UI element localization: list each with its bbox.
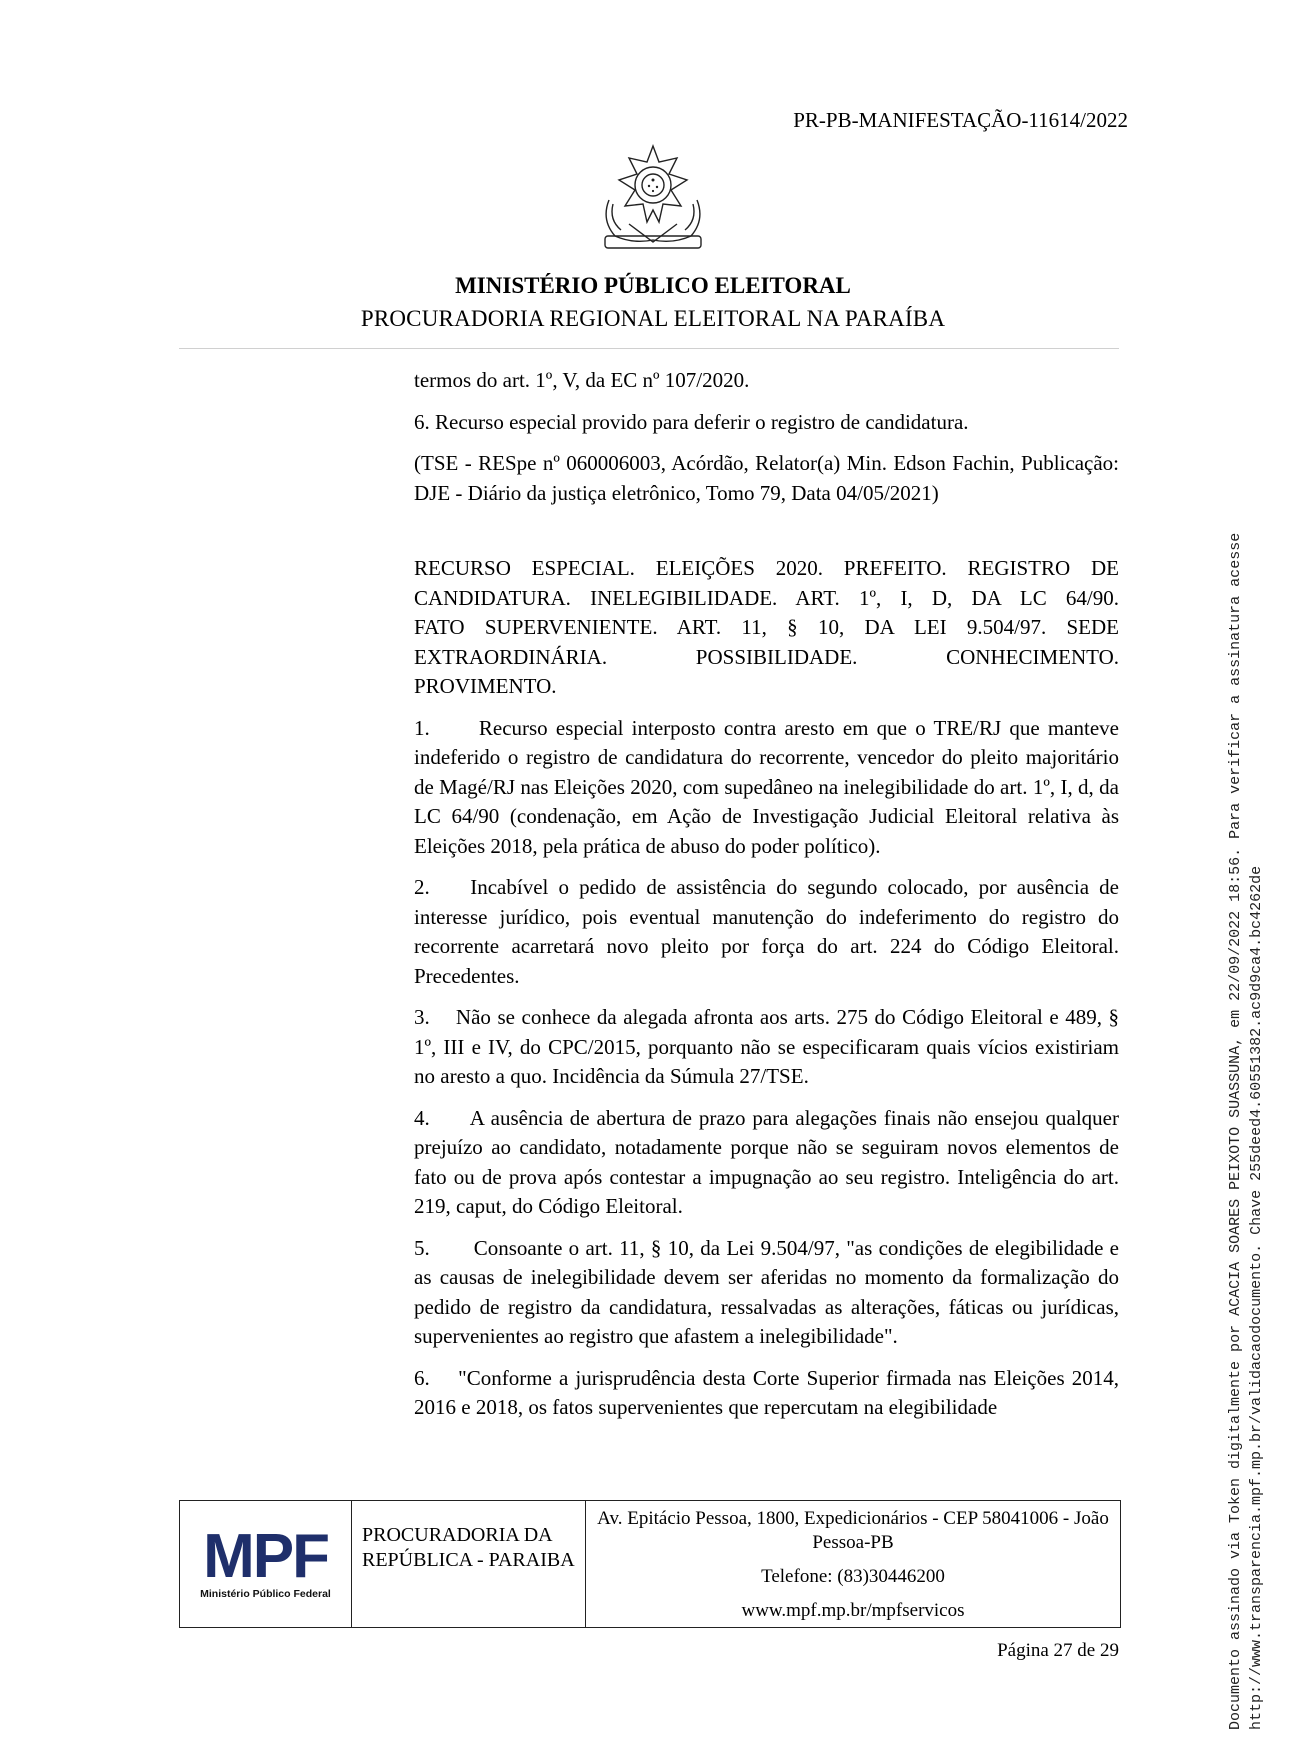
digital-signature-note [1225,350,1267,1730]
organization-unit: PROCURADORIA REGIONAL ELEITORAL NA PARAÍBA [360,306,946,331]
signature-line: Documento assinado via Token digitalmente por ACACIA SOARES PEIXOTO SUASSUNA, em 22/09/2022 18:56. Para verificar a assinatura acesse [1227,532,1244,1730]
footer-address: Av. Epitácio Pessoa, 1800, Expedicionários - CEP 58041006 - João Pessoa-PB [597,1508,1109,1553]
page-number: Página 27 de 29 [997,1640,1119,1661]
header-divider [179,348,1119,349]
mpf-logo-subtitle: Ministério Público Federal [200,1588,331,1600]
ementa-item: 6. "Conforme a jurisprudência desta Corte Superior firmada nas Eleições 2014, 2016 e 2018, os fatos supervenientes que repercutam na elegibilidade [414,1365,1125,1419]
signature-line: http://www.transparencia.mpf.mp.br/validacaodocumento. Chave 255deed4.60551382.ac9d9ca4.bc4262de [1248,865,1265,1730]
ementa-item: 1. Recurso especial interposto contra aresto em que o TRE/RJ que manteve indeferido o registro de candidatura do recorrente, vencedor do pleito majoritário de Magé/RJ nas Eleições 2020, com supedâneo na inelegibilidade do art. 1º, I, d, da LC 64/90 (condenação, em Ação de Investigação Judicial Eleitoral relativa às Eleições 2018, pela prática de abuso do poder político). [414,715,1125,858]
ementa-heading [414,554,1119,702]
footer-website: www.mpf.mp.br/mpfservicos [741,1600,965,1621]
ementa-line: RECURSO ESPECIAL. ELEIÇÕES 2020. PREFEITO. REGISTRO DE [414,556,1119,580]
document-body [414,366,1125,1423]
ementa-item: 4. A ausência de abertura de prazo para alegações finais não ensejou qualquer prejuízo ao candidato, notadamente porque não se seguiram novos elementos de fato ou de prova após contestar a impugnação ao seu registro. Inteligência do art. 219, caput, do Código Eleitoral. [414,1105,1125,1218]
mpf-logo [180,1501,352,1627]
organization-name: MINISTÉRIO PÚBLICO ELEITORAL [455,273,851,298]
ementa-item: 5. Consoante o art. 11, § 10, da Lei 9.504/97, "as condições de elegibilidade e as causas de inelegibilidade devem ser aferidas no momento da formalização do pedido de registro da candidatura, ressalvadas as alterações, fáticas ou jurídicas, supervenientes ao registro que afastem a inelegibilidade". [414,1235,1125,1348]
brazil-coat-of-arms-icon [593,140,713,255]
ementa-line: FATO SUPERVENIENTE. ART. 11, § 10, DA LEI 9.504/97. SEDE [414,615,1119,639]
ementa-line: CANDIDATURA. INELEGIBILIDADE. ART. 1º, I, D, DA LC 64/90. [414,585,1119,610]
paragraph: 6. Recurso especial provido para deferir o registro de candidatura. [414,409,969,434]
ementa-line: PROVIMENTO. [414,674,557,698]
footer-contact [586,1501,1120,1627]
ementa-line: EXTRAORDINÁRIA. POSSIBILIDADE. CONHECIMENTO. [414,644,1119,669]
footer-table [179,1500,1121,1628]
footer-unit: PROCURADORIA DA REPÚBLICA - PARAIBA [352,1501,586,1627]
ementa-item: 2. Incabível o pedido de assistência do segundo colocado, por ausência de interesse jurídico, pois eventual manutenção do indeferimento do registro do recorrente acarretará novo pleito por força do art. 224 do Código Eleitoral. Precedentes. [414,875,1125,988]
citation: (TSE - RESpe nº 060006003, Acórdão, Relator(a) Min. Edson Fachin, Publicação: DJE - Diário da justiça eletrônico, Tomo 79, Data 04/05/2021) [414,451,1119,505]
footer-phone: Telefone: (83)30446200 [761,1566,945,1587]
mpf-logo-text: MPF [203,1522,328,1591]
document-reference: PR-PB-MANIFESTAÇÃO-11614/2022 [793,108,1128,132]
paragraph: termos do art. 1º, V, da EC nº 107/2020. [414,368,750,392]
ementa-item: 3. Não se conhece da alegada afronta aos arts. 275 do Código Eleitoral e 489, § 1º, III e IV, do CPC/2015, porquanto não se especificaram quais vícios existiriam no aresto a quo. Incidência da Súmula 27/TSE. [414,1005,1125,1088]
